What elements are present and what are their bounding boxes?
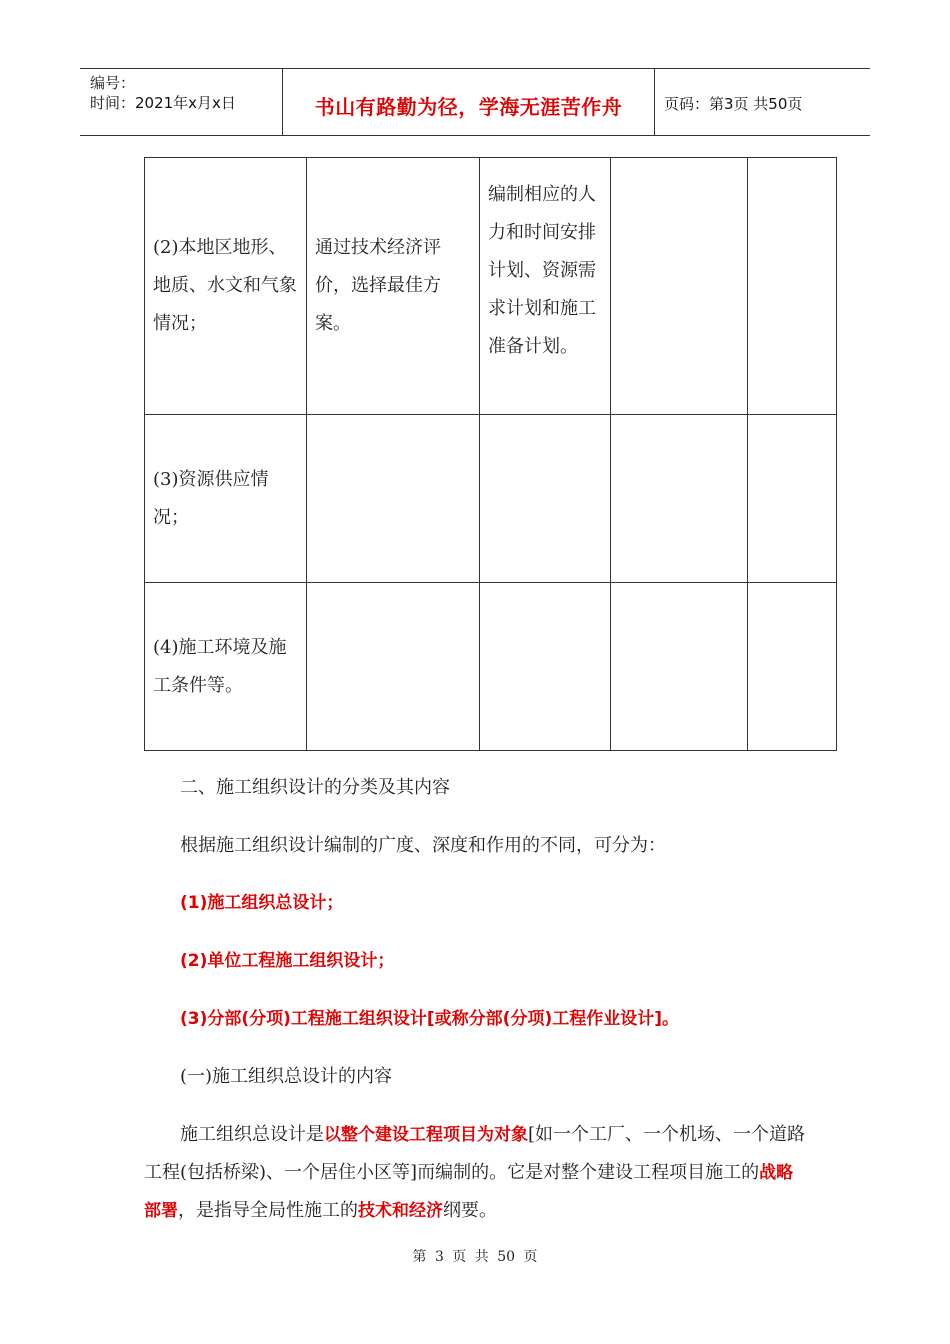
table-cell bbox=[748, 158, 837, 415]
header-number-label: 编号： bbox=[90, 74, 136, 92]
paragraph-text: [如一个工厂、一个机场、一个道路工程(包括桥梁)、一个居住小区等]而编制的。它是对整个建设工程项目施工的 bbox=[144, 1124, 806, 1183]
header-page-label: 页码：第3页 共50页 bbox=[664, 95, 803, 113]
subheading: (一)施工组织总设计的内容 bbox=[180, 1066, 393, 1087]
page-header bbox=[80, 68, 870, 136]
table-cell bbox=[307, 415, 480, 583]
body-paragraph bbox=[144, 1116, 806, 1230]
section-heading: 二、施工组织设计的分类及其内容 bbox=[180, 777, 450, 798]
table-cell: 编制相应的人力和时间安排计划、资源需求计划和施工准备计划。 bbox=[480, 158, 611, 415]
paragraph-text: ，是指导全局性施工的 bbox=[178, 1200, 358, 1221]
table-cell bbox=[748, 415, 837, 583]
table-cell bbox=[611, 583, 748, 751]
content-table bbox=[144, 157, 837, 751]
intro-paragraph: 根据施工组织设计编制的广度、深度和作用的不同，可分为： bbox=[180, 835, 666, 856]
table-cell bbox=[480, 583, 611, 751]
header-divider bbox=[654, 69, 655, 135]
paragraph-text: 纲要。 bbox=[443, 1200, 497, 1221]
emphasis-text: 以整个建设工程项目为对象 bbox=[324, 1125, 528, 1145]
table-cell bbox=[480, 415, 611, 583]
list-item: (2)单位工程施工组织设计； bbox=[180, 951, 395, 971]
header-time-label: 时间：2021年x月x日 bbox=[90, 94, 236, 112]
table-cell bbox=[748, 583, 837, 751]
table-cell: 通过技术经济评价，选择最佳方案。 bbox=[307, 158, 480, 415]
emphasis-text: 战略部署 bbox=[144, 1163, 794, 1221]
list-item: (3)分部(分项)工程施工组织设计[或称分部(分项)工程作业设计]。 bbox=[180, 1009, 679, 1029]
list-item: (1)施工组织总设计； bbox=[180, 893, 344, 913]
table-row bbox=[145, 583, 837, 751]
table-cell: (4)施工环境及施工条件等。 bbox=[145, 583, 307, 751]
header-motto: 书山有路勤为径，学海无涯苦作舟 bbox=[314, 95, 623, 119]
paragraph-text: 施工组织总设计是 bbox=[180, 1124, 324, 1145]
header-meta bbox=[90, 73, 236, 113]
table-cell bbox=[307, 583, 480, 751]
table-cell: (2)本地区地形、地质、水文和气象情况； bbox=[145, 158, 307, 415]
table-row bbox=[145, 158, 837, 415]
table-row bbox=[145, 415, 837, 583]
page-footer: 第 3 页 共 50 页 bbox=[412, 1249, 538, 1265]
emphasis-text: 技术和经济 bbox=[358, 1201, 443, 1221]
table-cell bbox=[611, 158, 748, 415]
table-cell: (3)资源供应情况； bbox=[145, 415, 307, 583]
table-cell bbox=[611, 415, 748, 583]
